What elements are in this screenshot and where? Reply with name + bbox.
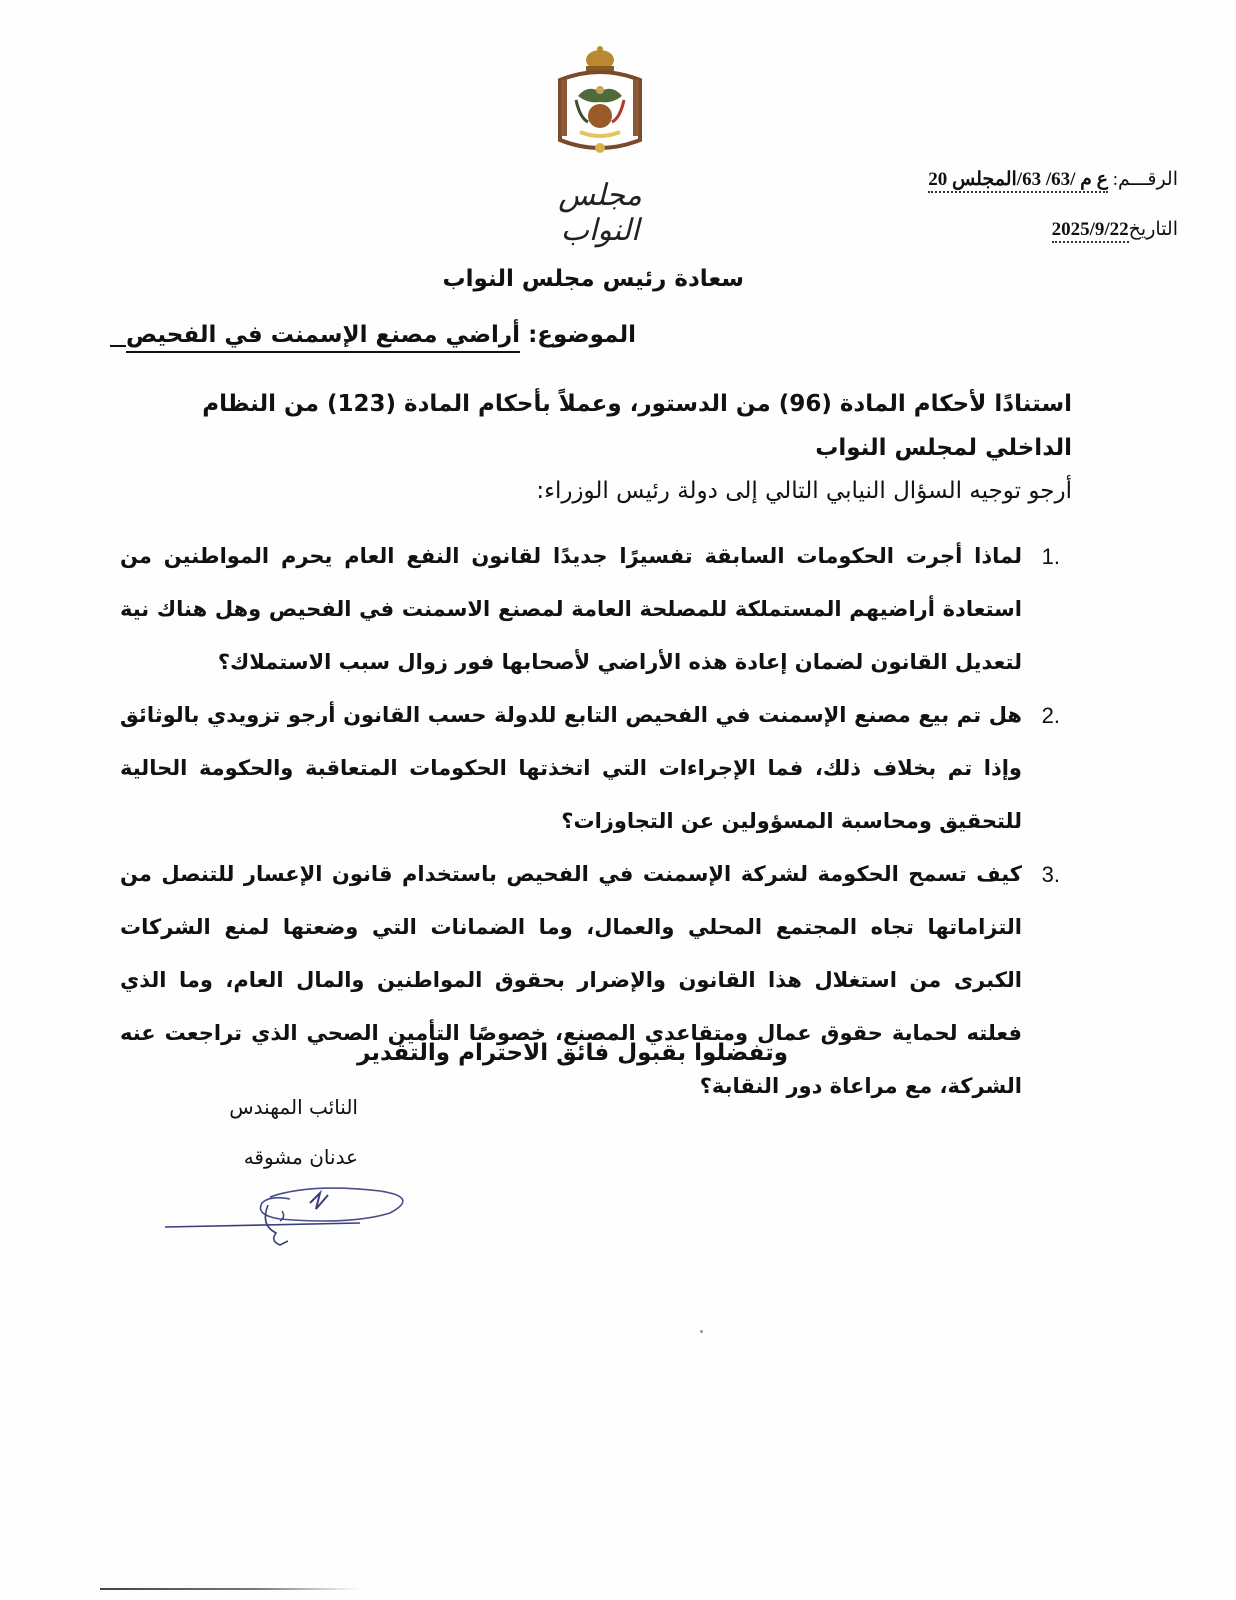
scan-speck xyxy=(700,1330,703,1333)
question-number: 2. xyxy=(1041,703,1060,728)
question-item xyxy=(120,848,1060,1113)
question-item xyxy=(120,689,1060,848)
reference-number-label: الرقـــم: xyxy=(1112,169,1178,190)
question-item xyxy=(120,530,1060,689)
question-text: كيف تسمح الحكومة لشركة الإسمنت في الفحيص باستخدام قانون الإعسار للتنصل من التزاماتها تجاه المجتمع المحلي والعمال، وما الضمانات التي وضعتها لمنع الشركات الكبرى من استغلال هذا القانون والإضرار بحقوق المواطنين والمال العام، وما الذي فعلته لحماية حقوق عمال ومتقاعدي المصنع، خصوصًا التأمين الصحي الذي تراجعت عنه الشركة، مع مراعاة دور النقابة؟ xyxy=(120,862,1022,1098)
subject-label: الموضوع: xyxy=(528,322,636,348)
closing-line: وتفضلوا بقبول فائق الاحترام والتقدير xyxy=(357,1040,788,1066)
question-text: هل تم بيع مصنع الإسمنت في الفحيص التابع للدولة حسب القانون أرجو تزويدي بالوثائق وإذا تم بخلاف ذلك، فما الإجراءات التي اتخذتها الحكومات المتعاقبة والحكومة الحالية للتحقيق ومحاسبة المسؤولين عن التجاوزات؟ xyxy=(120,703,1022,833)
signatory-title: النائب المهندس xyxy=(229,1095,358,1119)
handwritten-signature xyxy=(160,1185,420,1255)
signature-icon xyxy=(160,1185,420,1255)
institution-logo-text: مجلس النواب xyxy=(558,178,642,248)
question-number: 3. xyxy=(1041,862,1060,887)
reference-date-line xyxy=(838,218,1178,248)
coat-of-arms-icon xyxy=(550,44,650,164)
reference-number-line xyxy=(838,168,1178,198)
request-line: أرجو توجيه السؤال النيابي التالي إلى دولة رئيس الوزراء: xyxy=(536,478,1072,504)
questions-list xyxy=(120,530,1060,1113)
subject-text: أراضي مصنع الإسمنت في الفحيص xyxy=(126,322,520,353)
subject-line xyxy=(110,322,636,348)
subject-underline xyxy=(110,345,126,347)
footer-rule xyxy=(100,1588,360,1590)
coat-of-arms-emblem xyxy=(550,44,650,164)
reference-date-value: 2025/9/22 xyxy=(1052,219,1129,243)
addressee: سعادة رئيس مجلس النواب xyxy=(442,266,744,292)
intro-paragraph: استنادًا لأحكام المادة (96) من الدستور، وعملاً بأحكام المادة (123) من النظام الداخلي لمجلس النواب xyxy=(202,391,1072,461)
signatory-name: عدنان مشوقه xyxy=(243,1145,358,1169)
reference-number-value: ع م /63/ 63/المجلس 20 xyxy=(928,169,1108,193)
reference-date-label: التاريخ xyxy=(1128,219,1178,240)
question-text: لماذا أجرت الحكومات السابقة تفسيرًا جديدًا لقانون النفع العام يحرم المواطنين من استعادة أراضيهم المستملكة للمصلحة العامة لمصنع الاسمنت في الفحيص وهل هناك نية لتعديل القانون لضمان إعادة هذه الأراضي لأصحابها فور زوال سبب الاستملاك؟ xyxy=(120,544,1022,674)
reference-block xyxy=(838,168,1178,268)
question-number: 1. xyxy=(1041,544,1060,569)
